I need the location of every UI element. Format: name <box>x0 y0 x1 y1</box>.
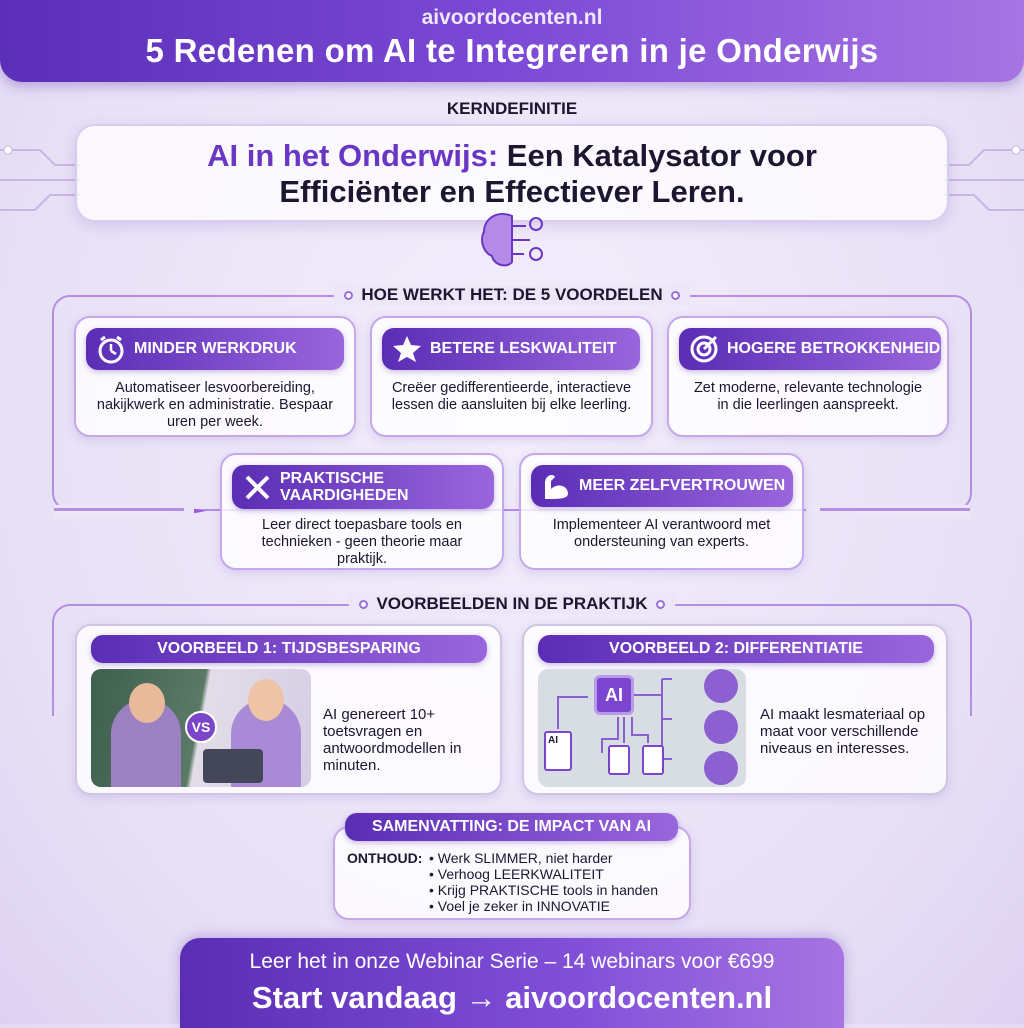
tools-icon <box>242 472 272 502</box>
benefit-card <box>370 316 653 437</box>
flow-line <box>820 508 970 511</box>
summary-point: • Voel je zeker in INNOVATIE <box>429 898 611 914</box>
benefit-card <box>220 453 504 570</box>
vs-badge: VS <box>185 711 217 743</box>
benefit-title: MINDER WERKDRUK <box>134 340 297 357</box>
tablet <box>203 749 263 783</box>
target-icon <box>689 334 719 364</box>
document-icon: AI <box>544 731 572 771</box>
summary-title: SAMENVATTING: DE IMPACT VAN AI <box>345 813 678 841</box>
page-title: 5 Redenen om AI te Integreren in je Onderwijs <box>145 32 879 69</box>
example-text: AI genereert 10+ toetsvragen en antwoordmodellen in minuten. <box>323 706 462 774</box>
cta-link[interactable]: Start vandaag → aivoordocenten.nl <box>251 980 773 1015</box>
benefit-card <box>667 316 949 437</box>
definition-line2: Efficiënter en Effectiever Leren. <box>279 174 745 209</box>
brain-lightbulb-icon <box>478 208 548 272</box>
examples-heading: VOORBEELDEN IN DE PRAKTIJK <box>349 594 674 614</box>
ai-chip-icon: AI <box>594 675 634 715</box>
example-card <box>522 624 948 795</box>
benefit-title: HOGERE BETROKKENHEID <box>727 340 941 357</box>
example-text: AI maakt lesmateriaal op maat voor verschillende niveaus en interesses. <box>760 706 926 757</box>
summary-label: ONTHOUD: <box>347 850 423 866</box>
flexed-arm-icon <box>541 471 571 501</box>
site-name: aivoordocenten.nl <box>421 6 603 29</box>
summary-point: • Werk SLIMMER, niet harder <box>429 850 613 866</box>
time-saving-illustration <box>91 669 311 787</box>
summary-point: • Verhoog LEERKWALITEIT <box>429 866 604 882</box>
benefit-title: BETERE LESKWALITEIT <box>430 340 617 357</box>
header-banner <box>0 0 1024 82</box>
benefit-text: Leer direct toepasbare tools en technieken - geen theorie maar praktijk. <box>261 517 463 567</box>
example-title: VOORBEELD 1: TIJDSBESPARING <box>91 635 487 663</box>
cta-banner[interactable] <box>180 938 844 1028</box>
stopwatch-icon <box>96 334 126 364</box>
benefit-text: Creëer gedifferentieerde, interactieve lessen die aansluiten bij elke leerling. <box>391 380 632 413</box>
benefit-title: MEER ZELFVERTROUWEN <box>579 477 786 494</box>
differentiation-diagram <box>538 669 746 787</box>
benefit-text: Implementeer AI verantwoord met ondersteuning van experts. <box>552 517 771 550</box>
student-avatar <box>704 669 738 703</box>
benefit-text: Automatiseer lesvoorbereiding, nakijkwerk en administratie. Bespaar uren per week. <box>96 380 334 430</box>
summary-points <box>429 850 658 914</box>
definition-highlight: AI in het Onderwijs: <box>207 138 499 173</box>
benefits-heading: HOE WERKT HET: DE 5 VOORDELEN <box>334 285 689 305</box>
circuit-decoration-left <box>0 120 80 230</box>
document-icon <box>608 745 630 775</box>
example-card <box>75 624 502 795</box>
student-avatar <box>704 751 738 785</box>
definition-line1: Een Katalysator voor <box>498 138 817 173</box>
summary-point: • Krijg PRAKTISCHE tools in handen <box>429 882 659 898</box>
benefit-text: Zet moderne, relevante technologie in die leerlingen aanspreekt. <box>693 380 923 413</box>
star-icon <box>392 334 422 364</box>
benefit-title: PRAKTISCHE VAARDIGHEDEN <box>280 470 409 504</box>
flow-line <box>54 508 184 511</box>
student-avatar <box>704 710 738 744</box>
cta-line1: Leer het in onze Webinar Serie – 14 webinars voor €699 <box>249 950 775 973</box>
definition-label: KERNDEFINITIE <box>446 99 578 118</box>
benefit-card <box>519 453 804 570</box>
circuit-decoration-right <box>944 120 1024 230</box>
example-title: VOORBEELD 2: DIFFERENTIATIE <box>538 635 934 663</box>
document-icon <box>642 745 664 775</box>
benefit-card <box>74 316 356 437</box>
